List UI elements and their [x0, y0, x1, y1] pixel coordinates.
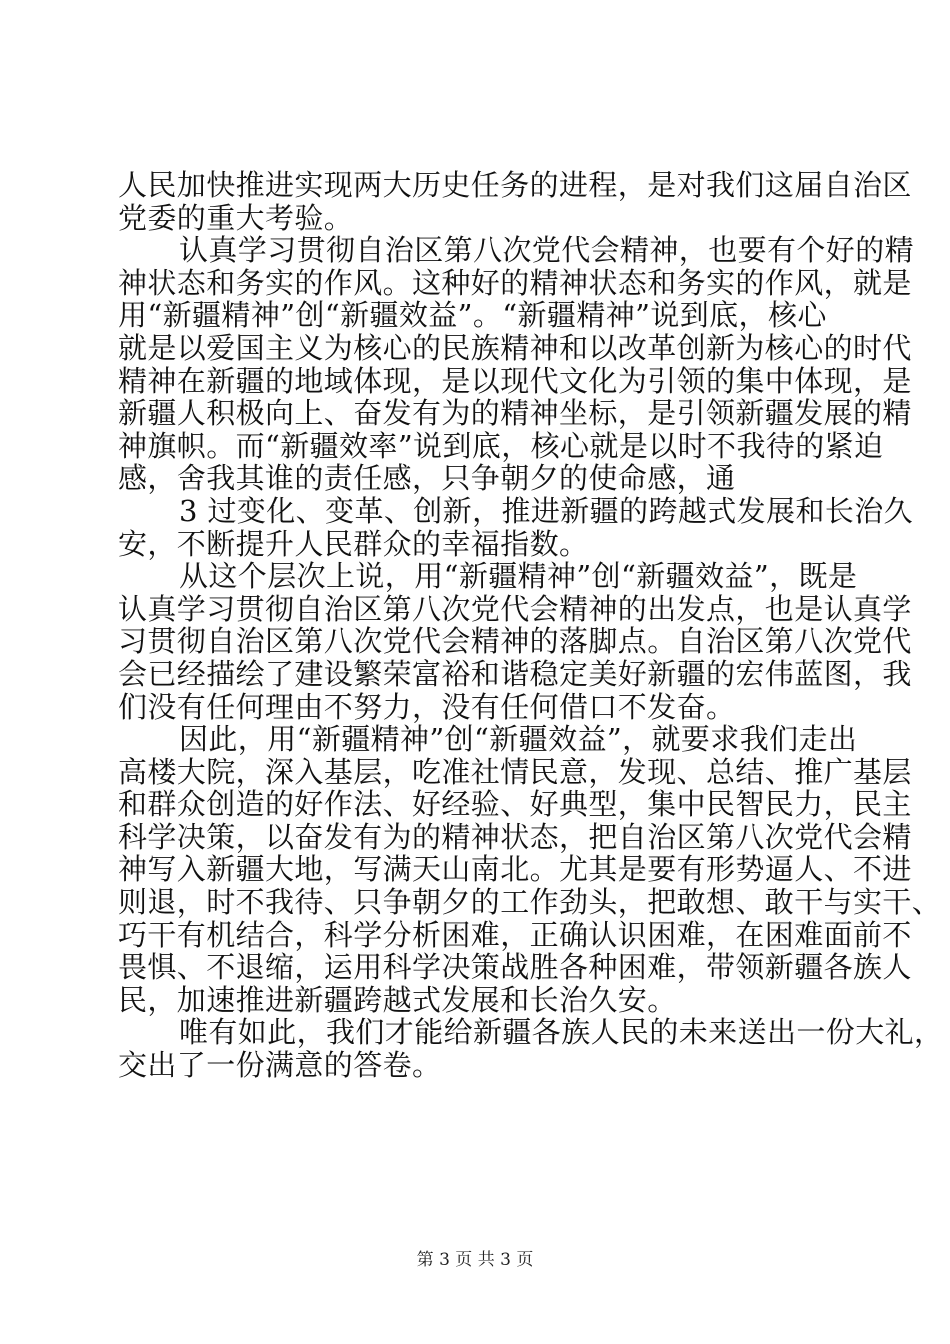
text-line: 会已经描绘了建设繁荣富裕和谐稳定美好新疆的宏伟蓝图，我: [118, 656, 912, 691]
text-line: 3 过变化、变革、创新，推进新疆的跨越式发展和长治久: [179, 493, 914, 528]
text-line: 畏惧、不退缩，运用科学决策战胜各种困难，带领新疆各族人: [118, 950, 912, 985]
text-line: 则退，时不我待、只争朝夕的工作劲头，把敢想、敢干与实干、: [118, 885, 942, 920]
text-line: 唯有如此，我们才能给新疆各族人民的未来送出一份大礼，: [179, 1015, 944, 1050]
body-text: [118, 168, 944, 1083]
text-line: 们没有任何理由不努力，没有任何借口不发奋。: [118, 689, 736, 724]
text-line: 和群众创造的好作法、好经验、好典型，集中民智民力，民主: [118, 787, 912, 822]
text-line: 科学决策，以奋发有为的精神状态，把自治区第八次党代会精: [118, 819, 912, 854]
text-line: 从这个层次上说，用“新疆精神”创“新疆效益”，既是: [179, 559, 858, 594]
text-line: 神写入新疆大地，写满天山南北。尤其是要有形势逼人、不进: [118, 852, 912, 887]
text-line: 精神在新疆的地域体现，是以现代文化为引领的集中体现，是: [118, 363, 912, 398]
text-line: 巧干有机结合，科学分析困难，正确认识困难，在困难面前不: [118, 917, 912, 952]
text-line: 认真学习贯彻自治区第八次党代会精神的出发点，也是认真学: [118, 591, 912, 626]
text-line: 安，不断提升人民群众的幸福指数。: [118, 526, 589, 561]
text-line: 新疆人积极向上、奋发有为的精神坐标，是引领新疆发展的精: [118, 396, 912, 431]
text-line: 神状态和务实的作风。这种好的精神状态和务实的作风，就是: [118, 265, 912, 300]
text-line: 认真学习贯彻自治区第八次党代会精神，也要有个好的精: [179, 233, 915, 268]
text-line: 党委的重大考验。: [118, 200, 354, 235]
text-line: 因此，用“新疆精神”创“新疆效益”，就要求我们走出: [179, 722, 858, 757]
text-line: 人民加快推进实现两大历史任务的进程，是对我们这届自治区: [118, 168, 912, 202]
text-line: 高楼大院，深入基层，吃准社情民意，发现、总结、推广基层: [118, 754, 912, 789]
text-line: 民，加速推进新疆跨越式发展和长治久安。: [118, 982, 677, 1017]
text-line: 交出了一份满意的答卷。: [118, 1048, 442, 1083]
text-line: 就是以爱国主义为核心的民族精神和以改革创新为核心的时代: [118, 330, 912, 365]
text-line: 习贯彻自治区第八次党代会精神的落脚点。自治区第八次党代: [118, 624, 912, 659]
text-line: 神旗帜。而“新疆效率”说到底，核心就是以时不我待的紧迫: [118, 428, 884, 463]
text-line: 感，舍我其谁的责任感，只争朝夕的使命感，通: [118, 461, 736, 496]
text-line: 用“新疆精神”创“新疆效益”。“新疆精神”说到底，核心: [118, 298, 827, 333]
page-footer: 第 3 页 共 3 页: [416, 1250, 534, 1270]
